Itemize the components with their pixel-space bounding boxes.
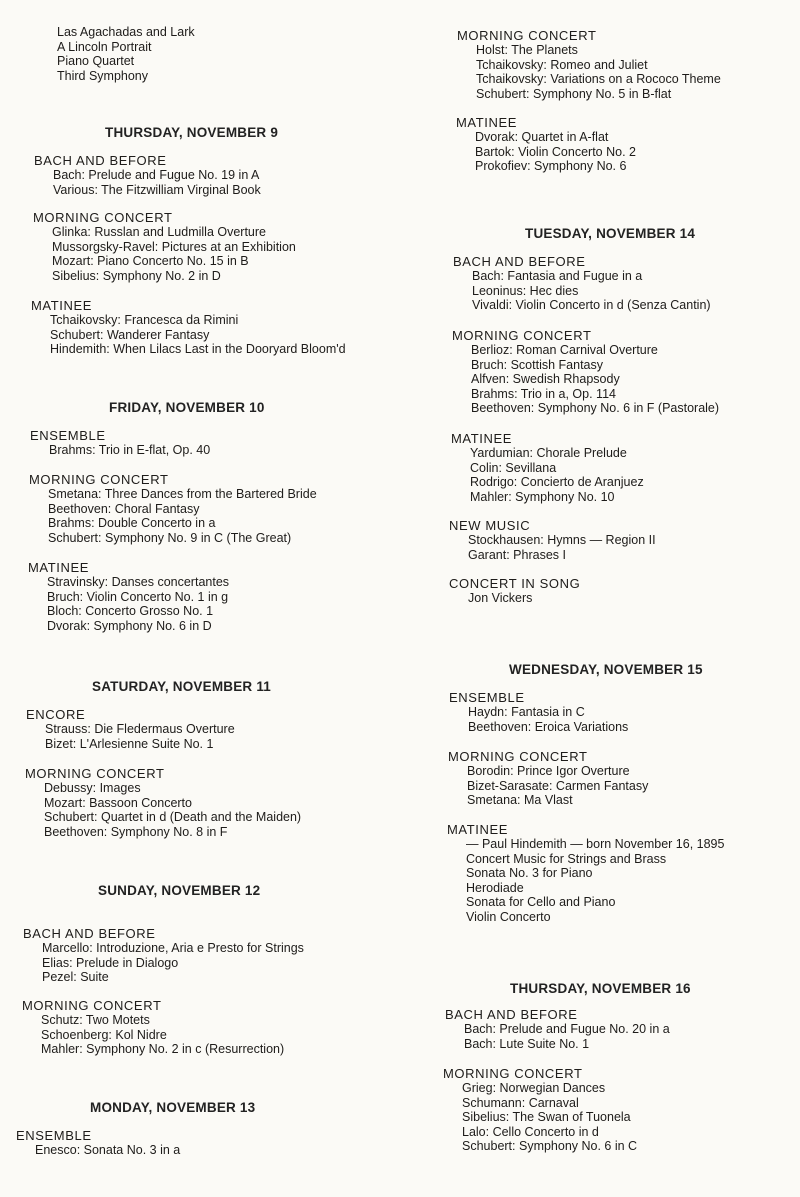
section-heading: MATINEE [447,822,509,837]
section [452,328,719,416]
list-item: Herodiade [466,880,524,895]
section-heading: ENSEMBLE [16,1128,92,1143]
list-item: Enesco: Sonata No. 3 in a [35,1143,181,1157]
section [23,926,304,985]
list-item: Violin Concerto [466,909,551,924]
list-item: Borodin: Prince Igor Overture [467,764,630,778]
list-item: Concert Music for Strings and Brass [466,851,667,866]
list-item: Brahms: Trio in a, Op. 114 [471,386,616,401]
section [25,766,301,839]
list-item: Bizet: L'Arlesienne Suite No. 1 [45,736,214,751]
list-item: Beethoven: Eroica Variations [468,719,629,734]
list-item: Schubert: Symphony No. 6 in C [462,1139,638,1154]
list-item: Schubert: Wanderer Fantasy [50,327,210,342]
section [449,690,628,734]
section [34,153,261,197]
list-item: Debussy: Images [44,781,141,795]
section-heading: MORNING CONCERT [22,998,162,1013]
list-item: Beethoven: Symphony No. 6 in F (Pastorale) [471,401,720,416]
list-item: Haydn: Fantasia in C [468,705,585,719]
section-heading: NEW MUSIC [449,518,531,533]
list-item: — Paul Hindemith — born November 16, 1895 [466,837,725,851]
list-item: Yardumian: Chorale Prelude [470,446,627,460]
section [445,1007,670,1051]
list-item: Bach: Prelude and Fugue No. 20 in a [464,1022,670,1036]
section [22,998,284,1057]
list-item: Beethoven: Choral Fantasy [48,501,200,516]
day-heading: FRIDAY, NOVEMBER 10 [109,400,265,415]
list-item: Las Agachadas and Lark [57,25,195,39]
section-heading: MORNING CONCERT [33,210,173,225]
list-item: Lalo: Cello Concerto in d [462,1124,599,1139]
section-heading: ENSEMBLE [30,428,106,443]
list-item: Brahms: Double Concerto in a [48,516,216,531]
section [448,749,648,808]
section-heading: MATINEE [28,560,90,575]
section-heading: MATINEE [31,298,93,313]
list-item: Mozart: Piano Concerto No. 15 in B [52,254,249,269]
section-heading: BACH AND BEFORE [445,1007,578,1022]
list-item: Bruch: Scottish Fantasy [471,357,604,372]
list-item: Sonata for Cello and Piano [466,895,616,910]
section [449,576,580,606]
section-heading: ENSEMBLE [449,690,525,705]
list-item: Bartok: Violin Concerto No. 2 [475,144,636,159]
list-item: Marcello: Introduzione, Aria e Presto for Strings [42,941,304,955]
list-item: Stravinsky: Danses concertantes [47,575,230,589]
section [456,115,636,174]
list-item: Tchaikovsky: Romeo and Juliet [476,57,648,72]
section-heading: BACH AND BEFORE [23,926,156,941]
list-item: Jon Vickers [468,591,533,605]
list-item: Schubert: Symphony No. 9 in C (The Great) [48,530,292,545]
day-heading: WEDNESDAY, NOVEMBER 15 [509,662,703,677]
section-heading: MORNING CONCERT [29,472,169,487]
list-item: Third Symphony [57,68,149,83]
list-item: Mahler: Symphony No. 2 in c (Resurrection) [41,1042,285,1057]
section-heading: BACH AND BEFORE [34,153,167,168]
section [453,254,711,313]
section [33,210,296,283]
day-heading: MONDAY, NOVEMBER 13 [90,1100,256,1115]
list-item: Mussorgsky-Ravel: Pictures at an Exhibition [52,239,296,254]
list-item: Smetana: Three Dances from the Bartered Bride [48,487,317,501]
section [29,472,317,545]
list-item: Mahler: Symphony No. 10 [470,489,615,504]
section-heading: ENCORE [26,707,86,722]
list-item: Hindemith: When Lilacs Last in the Dooryard Bloom'd [50,342,346,357]
list-item: A Lincoln Portrait [57,39,152,54]
list-item: Bloch: Concerto Grosso No. 1 [47,604,214,619]
list-item: Bach: Lute Suite No. 1 [464,1036,590,1051]
section-heading: MORNING CONCERT [443,1066,583,1081]
section [443,1066,637,1154]
list-item: Dvorak: Symphony No. 6 in D [47,618,212,633]
list-item: Brahms: Trio in E-flat, Op. 40 [49,443,211,457]
list-item: Stockhausen: Hymns — Region II [468,533,656,547]
list-item: Sibelius: The Swan of Tuonela [462,1110,631,1125]
section [30,428,210,458]
list-item: Smetana: Ma Vlast [467,793,573,808]
section-heading: BACH AND BEFORE [453,254,586,269]
section-heading: MORNING CONCERT [457,28,597,43]
list-item: Beethoven: Symphony No. 8 in F [44,824,228,839]
day-heading: THURSDAY, NOVEMBER 9 [105,125,279,140]
list-item: Bizet-Sarasate: Carmen Fantasy [467,778,649,793]
list-item: Vivaldi: Violin Concerto in d (Senza Cantin) [472,298,711,313]
list-item: Bach: Prelude and Fugue No. 19 in A [53,168,260,182]
list-item: Berlioz: Roman Carnival Overture [471,343,658,357]
list-item: Tchaikovsky: Variations on a Rococo Theme [476,72,721,87]
list-item: Colin: Sevillana [470,460,557,475]
day-heading: THURSDAY, NOVEMBER 16 [510,981,691,996]
list-item: Mozart: Bassoon Concerto [44,795,192,810]
section [451,431,644,504]
section [26,707,235,751]
list-item: Strauss: Die Fledermaus Overture [45,722,235,736]
list-item: Schumann: Carnaval [462,1095,579,1110]
top-continuation-block [57,25,195,83]
list-item: Rodrigo: Concierto de Aranjuez [470,475,644,490]
section [31,298,346,357]
section [449,518,656,562]
day-heading: SUNDAY, NOVEMBER 12 [98,883,261,898]
section-heading: MORNING CONCERT [452,328,592,343]
list-item: Dvorak: Quartet in A-flat [475,130,609,144]
list-item: Bach: Fantasia and Fugue in a [472,269,643,283]
list-item: Sibelius: Symphony No. 2 in D [52,268,221,283]
list-item: Grieg: Norwegian Dances [462,1081,606,1095]
day-heading: SATURDAY, NOVEMBER 11 [92,679,271,694]
list-item: Bruch: Violin Concerto No. 1 in g [47,589,229,604]
list-item: Alfven: Swedish Rhapsody [471,372,620,387]
list-item: Sonata No. 3 for Piano [466,866,593,881]
list-item: Schoenberg: Kol Nidre [41,1027,167,1042]
section [16,1128,180,1158]
list-item: Schubert: Quartet in d (Death and the Maiden) [44,810,302,825]
list-item: Pezel: Suite [42,970,109,985]
list-item: Leoninus: Hec dies [472,283,579,298]
section-heading: MORNING CONCERT [25,766,165,781]
day-heading: TUESDAY, NOVEMBER 14 [525,226,696,241]
list-item: Schubert: Symphony No. 5 in B-flat [476,86,672,101]
section [457,28,721,101]
list-item: Prokofiev: Symphony No. 6 [475,159,627,174]
section-heading: MORNING CONCERT [448,749,588,764]
list-item: Holst: The Planets [476,43,578,57]
section-heading: MATINEE [451,431,513,446]
section-heading: MATINEE [456,115,518,130]
list-item: Elias: Prelude in Dialogo [42,955,179,970]
section-heading: CONCERT IN SONG [449,576,581,591]
list-item: Schutz: Two Motets [41,1013,150,1027]
list-item: Piano Quartet [57,54,135,69]
list-item: Tchaikovsky: Francesca da Rimini [50,313,239,327]
section [28,560,229,633]
list-item: Garant: Phrases I [468,547,566,562]
list-item: Glinka: Russlan and Ludmilla Overture [52,225,266,239]
section [447,822,724,925]
list-item: Various: The Fitzwilliam Virginal Book [53,182,261,197]
